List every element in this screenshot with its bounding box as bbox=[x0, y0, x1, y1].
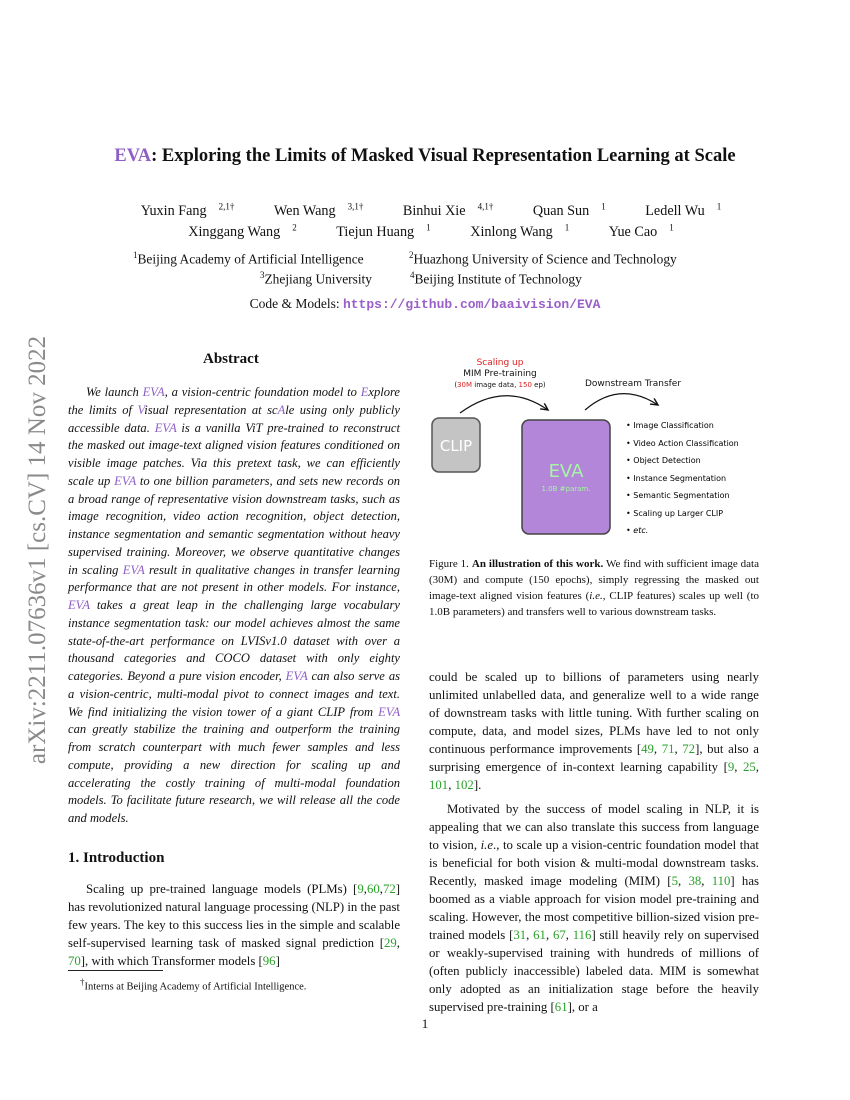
code-line: Code & Models: https://github.com/baaivision/EVA bbox=[249, 296, 601, 312]
fig-arrow-transfer bbox=[585, 394, 658, 410]
author: Xinggang Wang $^2$ bbox=[188, 222, 297, 240]
fig-downstream-label: Downstream Transfer bbox=[584, 379, 682, 389]
fig-task-list bbox=[626, 421, 739, 535]
author: Yue Cao $^1$ bbox=[608, 222, 674, 240]
arxiv-stamp: arXiv:2211.07636v1 [cs.CV] 14 Nov 2022 bbox=[24, 335, 51, 765]
intro-body: Scaling up pre-trained language models (PLMs) [9,60,72] has revolutionized natural language processing (NLP) in the past few years. The key to this success lies in the simple and scalable self-supervised learning task of masked signal prediction [29, 70], with which Transformer models [96] bbox=[68, 882, 400, 968]
fig-mim-detail: (30M image data, 150 ep) bbox=[454, 381, 546, 389]
authors-line-2 bbox=[0, 222, 850, 241]
affiliation-3: $^3$Zhejiang University bbox=[260, 270, 372, 287]
affiliation-2: $^2$Huazhong University of Science and Technology bbox=[409, 250, 677, 267]
abstract-heading: Abstract bbox=[203, 351, 259, 367]
fig-task-item: • Image Classification bbox=[626, 421, 714, 430]
author: Binhui Xie $^{4,1\dagger}$ bbox=[402, 201, 494, 219]
abstract-body: We launch EVA, a vision-centric foundation model to Explore the limits of Visual representation at scAle using only publicly accessible data. EVA is a vanilla ViT pre-trained to reconstruct the masked out image-text aligned vision features conditioned on visible image patches. Via this pretext task, we can efficiently scale up EVA to one billion parameters, and sets new records on a broad range of representative vision downstream tasks, such as image recognition, video action recognition, object detection, instance segmentation and semantic segmentation without heavy supervised training. Moreover, we observe quantitative changes in scaling EVA result in qualitative changes in transfer learning performance that are not present in other models. For instance, EVA takes a great leap in the challenging large vocabulary instance segmentation task: our model achieves almost the same state-of-the-art performance on LVISv1.0 dataset with over a thousand categories and COCO dataset with only eighty categories. Beyond a pure vision encoder, EVA can also serve as a vision-centric, multi-modal pivot to connect images and text. We find initializing the vision tower of a giant CLIP from EVA can greatly stabilize the training and outperform the training from scratch counterpart with much fewer samples and less compute, providing a new direction for scaling up and accelerating the costly training of multi-modal foundation models. To facilitate future research, we will release all the code and models. bbox=[68, 385, 400, 825]
author: Yuxin Fang $^{2,1\dagger}$ bbox=[140, 201, 235, 219]
fig-eva-params: 1.0B #param. bbox=[541, 485, 591, 493]
fig-task-item: • etc. bbox=[626, 526, 649, 535]
affiliation-1: $^1$Beijing Academy of Artificial Intelligence bbox=[133, 250, 364, 267]
fig-mim-label: MIM Pre-training bbox=[463, 369, 537, 379]
fig-arrow-pretrain bbox=[460, 396, 548, 413]
fig-eva-label: EVA bbox=[548, 461, 584, 482]
figure-caption: Figure 1. An illustration of this work. We find with sufficient image data (30M) and compute (150 epochs), simply regressing the masked out image-text aligned vision features (i.e., CLIP features) scales up well (to 1.0B parameters) and transfers well to various downstream tasks. bbox=[429, 558, 760, 618]
paper-title bbox=[0, 146, 850, 167]
fig-clip-label: CLIP bbox=[439, 437, 473, 455]
footnote: †Interns at Beijing Academy of Artificial Intelligence. bbox=[80, 977, 307, 993]
arxiv-sidebar bbox=[8, 300, 68, 800]
author: Tiejun Huang $^1$ bbox=[336, 222, 431, 240]
author: Quan Sun $^1$ bbox=[532, 201, 606, 219]
fig-task-item: • Semantic Segmentation bbox=[626, 491, 730, 500]
page-number: 1 bbox=[421, 1016, 429, 1031]
intro-heading: 1. Introduction bbox=[68, 850, 165, 866]
fig-task-item: • Instance Segmentation bbox=[626, 474, 727, 483]
code-link[interactable]: https://github.com/baaivision/EVA bbox=[342, 297, 601, 312]
figure-1 bbox=[420, 350, 782, 540]
author: Ledell Wu $^1$ bbox=[645, 201, 722, 219]
fig-task-item: • Video Action Classification bbox=[626, 439, 739, 448]
fig-task-item: • Scaling up Larger CLIP bbox=[626, 509, 724, 518]
authors-line-1 bbox=[0, 201, 850, 220]
footnote-rule bbox=[68, 970, 163, 971]
title-rest: : Exploring the Limits of Masked Visual Representation Learning at Scale bbox=[151, 146, 736, 166]
author: Xinlong Wang $^1$ bbox=[470, 222, 570, 240]
title-eva: EVA bbox=[114, 146, 152, 166]
affiliation-4: $^4$Beijing Institute of Technology bbox=[410, 270, 582, 287]
fig-task-item: • Object Detection bbox=[626, 456, 701, 465]
author: Wen Wang $^{3,1\dagger}$ bbox=[273, 201, 364, 219]
fig-scaling-up: Scaling up bbox=[476, 358, 524, 368]
intro-right-column: could be scaled up to billions of parameters using nearly unlimited unlabelled data, and generalize well to a wide range of downstream tasks with little tuning. With further scaling on compute, data, and model sizes, PLMs have led to not only continuous performance improvements [49, 71, 72], but also a surprising emergence of in-context learning capability [9, 25, 101, 102]. Motivated by the success of model scaling in NLP, it is appealing that we can also translate this success from language to vision, i.e., to scale up a vision-centric foundation model that is beneficial for both vision & multi-modal downstream tasks. Recently, masked image modeling (MIM) [5, 38, 110] has boomed as a viable approach for vision model pre-training and scaling. However, the most competitive billion-sized vision pre-trained models [31, 61, 67, 116] still heavily rely on supervised or weakly-supervised training with hundreds of millions of (often publicly inaccessible) labeled data. MIM is somewhat only adopted as an initialization stage before the heavily supervised pre-training [61], or a bbox=[429, 670, 759, 1014]
